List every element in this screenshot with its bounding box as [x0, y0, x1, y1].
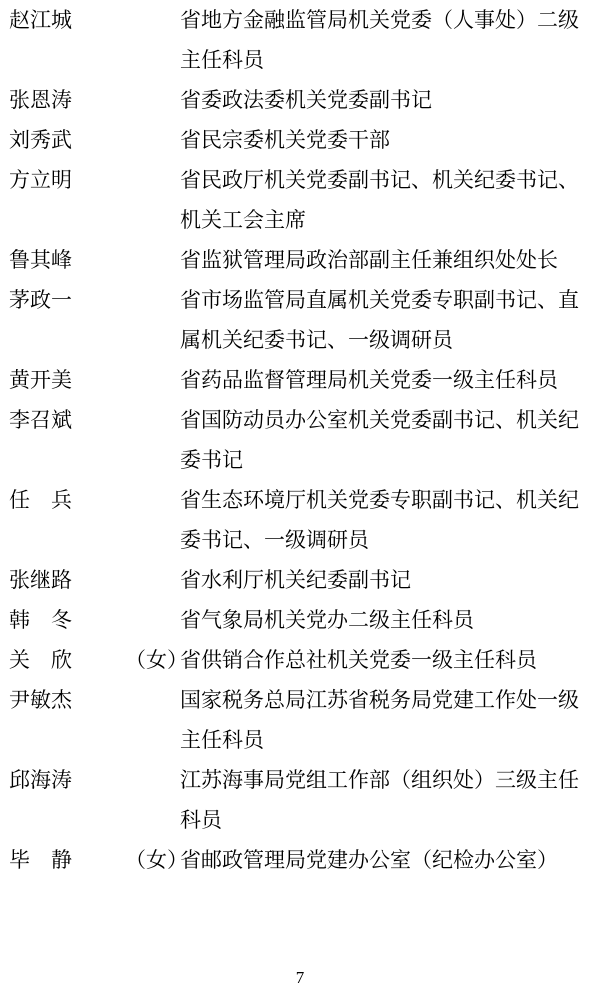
person-name: 关 欣	[9, 648, 72, 672]
person-position: 省委政法委机关党委副书记	[180, 88, 432, 112]
gender-note: （女）	[125, 848, 188, 872]
person-position: 省民宗委机关党委干部	[180, 128, 390, 152]
roster-entry	[0, 360, 600, 400]
person-name: 任 兵	[9, 488, 72, 512]
person-name: 鲁其峰	[9, 248, 72, 272]
person-name: 李召斌	[9, 408, 72, 432]
gender-note: （女）	[125, 648, 188, 672]
person-position: 省供销合作总社机关党委一级主任科员	[180, 648, 537, 672]
roster-entry	[0, 760, 600, 840]
roster-entry	[0, 80, 600, 120]
roster-entry	[0, 120, 600, 160]
roster-entry	[0, 560, 600, 600]
page-number: 7	[295, 968, 305, 987]
roster-entry	[0, 400, 600, 480]
person-position: 江苏海事局党组工作部（组织处）三级主任科员	[180, 768, 579, 832]
person-position: 国家税务总局江苏省税务局党建工作处一级主任科员	[180, 688, 579, 752]
person-name: 方立明	[9, 168, 72, 192]
roster-entry	[0, 480, 600, 560]
roster-entry	[0, 280, 600, 360]
person-name: 韩 冬	[9, 608, 72, 632]
person-position: 省民政厅机关党委副书记、机关纪委书记、机关工会主席	[180, 168, 579, 232]
person-position: 省药品监督管理局机关党委一级主任科员	[180, 368, 558, 392]
person-name: 黄开美	[9, 368, 72, 392]
person-position: 省水利厅机关纪委副书记	[180, 568, 411, 592]
person-position: 省国防动员办公室机关党委副书记、机关纪委书记	[180, 408, 579, 472]
roster-entry	[0, 640, 600, 680]
person-name: 赵江城	[9, 8, 72, 32]
person-name: 刘秀武	[9, 128, 72, 152]
person-name: 张恩涛	[9, 88, 72, 112]
roster-entry	[0, 840, 600, 880]
person-name: 茅政一	[9, 288, 72, 312]
roster-entry	[0, 600, 600, 640]
person-position: 省监狱管理局政治部副主任兼组织处处长	[180, 248, 558, 272]
person-name: 邱海涛	[9, 768, 72, 792]
roster-entry	[0, 160, 600, 240]
roster-entry	[0, 240, 600, 280]
person-position: 省市场监管局直属机关党委专职副书记、直属机关纪委书记、一级调研员	[180, 288, 579, 352]
person-position: 省邮政管理局党建办公室（纪检办公室）	[180, 848, 558, 872]
person-name: 尹敏杰	[9, 688, 72, 712]
person-position: 省气象局机关党办二级主任科员	[180, 608, 474, 632]
roster-entry	[0, 0, 600, 80]
person-position: 省生态环境厅机关党委专职副书记、机关纪委书记、一级调研员	[180, 488, 579, 552]
roster-entry	[0, 680, 600, 760]
person-name: 毕 静	[9, 848, 72, 872]
person-name: 张继路	[9, 568, 72, 592]
person-position: 省地方金融监管局机关党委（人事处）二级主任科员	[180, 8, 579, 72]
